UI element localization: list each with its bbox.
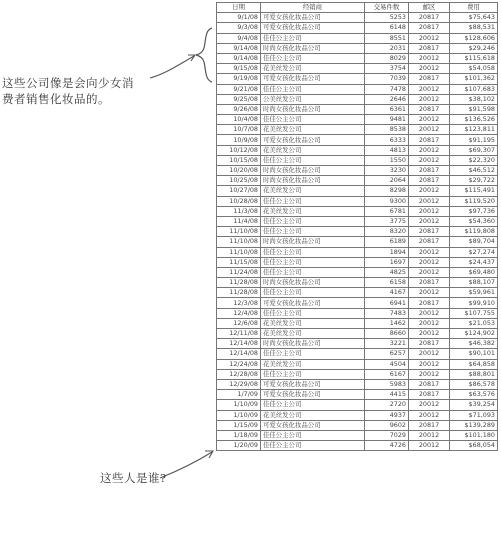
header-units: 交易件数 xyxy=(365,3,409,13)
cell-date: 11/28/08 xyxy=(217,288,261,298)
cell-units: 6158 xyxy=(365,278,409,288)
cell-dealer: 佳佳公主公司 xyxy=(261,33,365,43)
cell-zip: 20012 xyxy=(409,369,450,379)
cell-zip: 20012 xyxy=(409,216,450,226)
table-row xyxy=(217,318,498,328)
arrow-icon xyxy=(150,56,194,78)
cell-dealer: 花美丝发公司 xyxy=(261,359,365,369)
cell-cost: $71,093 xyxy=(450,410,498,420)
cell-zip: 20012 xyxy=(409,186,450,196)
cell-units: 7478 xyxy=(365,84,409,94)
table-row xyxy=(217,115,498,125)
cell-date: 11/4/08 xyxy=(217,216,261,226)
cell-units: 3754 xyxy=(365,64,409,74)
table-row xyxy=(217,430,498,440)
cell-dealer: 佳佳公主公司 xyxy=(261,196,365,206)
table-row xyxy=(217,420,498,430)
table-row xyxy=(217,135,498,145)
cell-zip: 20012 xyxy=(409,155,450,165)
cell-units: 9602 xyxy=(365,420,409,430)
cell-units: 1462 xyxy=(365,318,409,328)
brace-icon xyxy=(196,28,212,82)
cell-zip: 20012 xyxy=(409,206,450,216)
cell-date: 10/12/08 xyxy=(217,145,261,155)
cell-units: 6167 xyxy=(365,369,409,379)
cell-cost: $54,058 xyxy=(450,64,498,74)
annotation-cosmetics-note: 这些公司像是会向少女消费者销售化妆品的。 xyxy=(2,76,134,106)
arrow-icon xyxy=(160,452,212,478)
cell-dealer: 时尚女孩化妆品公司 xyxy=(261,278,365,288)
cell-units: 4813 xyxy=(365,145,409,155)
cell-dealer: 可爱女孩化妆品公司 xyxy=(261,23,365,33)
cell-date: 11/10/08 xyxy=(217,237,261,247)
cell-units: 6333 xyxy=(365,135,409,145)
table-row xyxy=(217,104,498,114)
table-row xyxy=(217,298,498,308)
cell-units: 8538 xyxy=(365,125,409,135)
cell-zip: 20012 xyxy=(409,196,450,206)
cell-date: 10/25/08 xyxy=(217,176,261,186)
table-row xyxy=(217,379,498,389)
cell-zip: 20817 xyxy=(409,23,450,33)
cell-dealer: 可爱女孩化妆品公司 xyxy=(261,135,365,145)
cell-dealer: 佳佳公主公司 xyxy=(261,227,365,237)
cell-zip: 20817 xyxy=(409,278,450,288)
table-row xyxy=(217,43,498,53)
table-row xyxy=(217,400,498,410)
cell-date: 12/14/08 xyxy=(217,349,261,359)
cell-dealer: 时尚女孩化妆品公司 xyxy=(261,166,365,176)
cell-date: 10/4/08 xyxy=(217,115,261,125)
cell-date: 12/24/08 xyxy=(217,359,261,369)
cell-date: 11/10/08 xyxy=(217,247,261,257)
cell-date: 12/14/08 xyxy=(217,339,261,349)
table-row xyxy=(217,390,498,400)
cell-units: 1697 xyxy=(365,257,409,267)
cell-units: 4415 xyxy=(365,390,409,400)
table-row xyxy=(217,125,498,135)
cell-cost: $69,307 xyxy=(450,145,498,155)
cell-dealer: 佳佳公主公司 xyxy=(261,267,365,277)
table-row xyxy=(217,267,498,277)
cell-cost: $22,320 xyxy=(450,155,498,165)
cell-units: 8551 xyxy=(365,33,409,43)
cell-date: 1/18/09 xyxy=(217,430,261,440)
cell-cost: $89,704 xyxy=(450,237,498,247)
cell-dealer: 佳佳公主公司 xyxy=(261,115,365,125)
cell-cost: $124,902 xyxy=(450,329,498,339)
table-row xyxy=(217,176,498,186)
cell-cost: $46,382 xyxy=(450,339,498,349)
cell-cost: $63,576 xyxy=(450,390,498,400)
table-row xyxy=(217,145,498,155)
cell-dealer: 可爱女孩化妆品公司 xyxy=(261,74,365,84)
table-row xyxy=(217,33,498,43)
cell-cost: $91,195 xyxy=(450,135,498,145)
cell-units: 4504 xyxy=(365,359,409,369)
cell-dealer: 花美丝发公司 xyxy=(261,125,365,135)
cell-units: 4167 xyxy=(365,288,409,298)
cell-date: 12/11/08 xyxy=(217,329,261,339)
cell-units: 6941 xyxy=(365,298,409,308)
cell-zip: 20012 xyxy=(409,400,450,410)
cell-cost: $75,643 xyxy=(450,13,498,23)
cell-dealer: 花美丝发公司 xyxy=(261,145,365,155)
cell-zip: 20817 xyxy=(409,74,450,84)
cell-cost: $64,858 xyxy=(450,359,498,369)
cell-dealer: 佳佳公主公司 xyxy=(261,349,365,359)
table-row xyxy=(217,84,498,94)
cell-zip: 20012 xyxy=(409,64,450,74)
cell-units: 8320 xyxy=(365,227,409,237)
cell-zip: 20012 xyxy=(409,430,450,440)
cell-zip: 20012 xyxy=(409,84,450,94)
cell-dealer: 花美丝发公司 xyxy=(261,186,365,196)
cell-cost: $115,618 xyxy=(450,53,498,63)
cell-units: 7483 xyxy=(365,308,409,318)
cell-cost: $139,289 xyxy=(450,420,498,430)
table-row xyxy=(217,237,498,247)
cell-cost: $86,578 xyxy=(450,379,498,389)
cell-zip: 20012 xyxy=(409,329,450,339)
cell-cost: $38,102 xyxy=(450,94,498,104)
cell-dealer: 佳佳公主公司 xyxy=(261,247,365,257)
cell-cost: $119,808 xyxy=(450,227,498,237)
cell-zip: 20012 xyxy=(409,257,450,267)
table-header-row xyxy=(217,3,498,13)
cell-zip: 20817 xyxy=(409,379,450,389)
cell-zip: 20012 xyxy=(409,33,450,43)
cell-date: 11/28/08 xyxy=(217,278,261,288)
cell-dealer: 花美丝发公司 xyxy=(261,329,365,339)
table-row xyxy=(217,369,498,379)
cell-date: 9/25/08 xyxy=(217,94,261,104)
cell-date: 10/20/08 xyxy=(217,166,261,176)
header-cost: 费用 xyxy=(450,3,498,13)
cell-zip: 20012 xyxy=(409,359,450,369)
table-row xyxy=(217,288,498,298)
cell-units: 9300 xyxy=(365,196,409,206)
cell-zip: 20012 xyxy=(409,53,450,63)
cell-cost: $136,526 xyxy=(450,115,498,125)
cell-zip: 20012 xyxy=(409,247,450,257)
table-row xyxy=(217,53,498,63)
cell-zip: 20817 xyxy=(409,237,450,247)
cell-date: 10/15/08 xyxy=(217,155,261,165)
cell-date: 11/3/08 xyxy=(217,206,261,216)
cell-zip: 20012 xyxy=(409,318,450,328)
cell-units: 3775 xyxy=(365,216,409,226)
table-body xyxy=(217,13,498,451)
table-row xyxy=(217,13,498,23)
table-row xyxy=(217,186,498,196)
table-row xyxy=(217,216,498,226)
header-dealer: 经销商 xyxy=(261,3,365,13)
table-row xyxy=(217,257,498,267)
cell-date: 10/7/08 xyxy=(217,125,261,135)
table-row xyxy=(217,441,498,451)
cell-dealer: 可爱女孩化妆品公司 xyxy=(261,390,365,400)
cell-date: 9/21/08 xyxy=(217,84,261,94)
cell-cost: $39,254 xyxy=(450,400,498,410)
table-row xyxy=(217,329,498,339)
table-row xyxy=(217,166,498,176)
table-row xyxy=(217,23,498,33)
cell-date: 9/1/08 xyxy=(217,13,261,23)
cell-cost: $54,360 xyxy=(450,216,498,226)
cell-dealer: 可爱女孩化妆品公司 xyxy=(261,420,365,430)
cell-cost: $88,531 xyxy=(450,23,498,33)
cell-dealer: 时尚女孩化妆品公司 xyxy=(261,339,365,349)
cell-date: 12/28/08 xyxy=(217,369,261,379)
cell-dealer: 佳佳公主公司 xyxy=(261,53,365,63)
cell-dealer: 时尚女孩化妆品公司 xyxy=(261,176,365,186)
cell-zip: 20012 xyxy=(409,410,450,420)
cell-zip: 20817 xyxy=(409,104,450,114)
cell-zip: 20817 xyxy=(409,420,450,430)
cell-units: 7039 xyxy=(365,74,409,84)
cell-units: 3230 xyxy=(365,166,409,176)
table-row xyxy=(217,278,498,288)
cell-date: 12/6/08 xyxy=(217,318,261,328)
cell-date: 10/28/08 xyxy=(217,196,261,206)
cell-date: 9/15/08 xyxy=(217,64,261,74)
table-row xyxy=(217,349,498,359)
cell-cost: $128,606 xyxy=(450,33,498,43)
cell-cost: $29,246 xyxy=(450,43,498,53)
cell-units: 9481 xyxy=(365,115,409,125)
header-date: 日期 xyxy=(217,3,261,13)
table-row xyxy=(217,74,498,84)
cell-date: 11/24/08 xyxy=(217,267,261,277)
cell-date: 9/14/08 xyxy=(217,53,261,63)
annotation-who-note: 这些人是谁? xyxy=(100,471,167,485)
cell-units: 8029 xyxy=(365,53,409,63)
cell-date: 1/15/09 xyxy=(217,420,261,430)
cell-dealer: 佳佳公主公司 xyxy=(261,441,365,451)
cell-units: 2720 xyxy=(365,400,409,410)
cell-dealer: 佳佳公主公司 xyxy=(261,216,365,226)
cell-cost: $119,520 xyxy=(450,196,498,206)
cell-dealer: 可爱女孩化妆品公司 xyxy=(261,379,365,389)
table-row xyxy=(217,94,498,104)
cell-dealer: 时尚女孩化妆品公司 xyxy=(261,237,365,247)
table-row xyxy=(217,64,498,74)
cell-cost: $68,054 xyxy=(450,441,498,451)
cell-cost: $91,598 xyxy=(450,104,498,114)
cell-cost: $24,437 xyxy=(450,257,498,267)
cell-zip: 20817 xyxy=(409,13,450,23)
cell-zip: 20012 xyxy=(409,115,450,125)
cell-dealer: 可爱女孩化妆品公司 xyxy=(261,298,365,308)
cell-units: 1550 xyxy=(365,155,409,165)
cell-date: 9/19/08 xyxy=(217,74,261,84)
cell-zip: 20817 xyxy=(409,43,450,53)
cell-units: 5253 xyxy=(365,13,409,23)
table-row xyxy=(217,410,498,420)
cell-cost: $27,274 xyxy=(450,247,498,257)
cell-date: 9/4/08 xyxy=(217,33,261,43)
cell-zip: 20012 xyxy=(409,288,450,298)
cell-zip: 20012 xyxy=(409,349,450,359)
cell-dealer: 佳佳公主公司 xyxy=(261,84,365,94)
cell-cost: $97,736 xyxy=(450,206,498,216)
cell-units: 5983 xyxy=(365,379,409,389)
cell-date: 10/9/08 xyxy=(217,135,261,145)
cell-cost: $101,362 xyxy=(450,74,498,84)
cell-cost: $21,053 xyxy=(450,318,498,328)
cell-units: 7029 xyxy=(365,430,409,440)
cell-date: 10/27/08 xyxy=(217,186,261,196)
cell-zip: 20817 xyxy=(409,298,450,308)
cell-date: 1/10/09 xyxy=(217,400,261,410)
cell-units: 2064 xyxy=(365,176,409,186)
cell-dealer: 时尚女孩化妆品公司 xyxy=(261,43,365,53)
header-zip: 邮区 xyxy=(409,3,450,13)
cell-date: 9/26/08 xyxy=(217,104,261,114)
cell-dealer: 佳佳公主公司 xyxy=(261,155,365,165)
cell-zip: 20817 xyxy=(409,135,450,145)
table-row xyxy=(217,206,498,216)
cell-dealer: 公美丝发公司 xyxy=(261,94,365,104)
cell-units: 6361 xyxy=(365,104,409,114)
cell-cost: $88,801 xyxy=(450,369,498,379)
cell-dealer: 佳佳公主公司 xyxy=(261,430,365,440)
cell-dealer: 佳佳公主公司 xyxy=(261,400,365,410)
cell-cost: $69,480 xyxy=(450,267,498,277)
cell-zip: 20817 xyxy=(409,176,450,186)
cell-cost: $46,512 xyxy=(450,166,498,176)
cell-date: 11/10/08 xyxy=(217,227,261,237)
cell-date: 1/20/09 xyxy=(217,441,261,451)
cell-dealer: 佳佳公主公司 xyxy=(261,257,365,267)
cell-units: 4825 xyxy=(365,267,409,277)
cell-zip: 20012 xyxy=(409,308,450,318)
cell-cost: $107,683 xyxy=(450,84,498,94)
cell-cost: $107,755 xyxy=(450,308,498,318)
cell-zip: 20012 xyxy=(409,267,450,277)
cell-dealer: 佳佳公主公司 xyxy=(261,369,365,379)
cell-units: 6781 xyxy=(365,206,409,216)
cell-units: 4937 xyxy=(365,410,409,420)
cell-cost: $123,811 xyxy=(450,125,498,135)
cell-dealer: 可爱女孩化妆品公司 xyxy=(261,13,365,23)
cell-date: 9/14/08 xyxy=(217,43,261,53)
table-row xyxy=(217,247,498,257)
cell-date: 11/15/08 xyxy=(217,257,261,267)
cell-cost: $115,491 xyxy=(450,186,498,196)
cell-zip: 20817 xyxy=(409,166,450,176)
table-row xyxy=(217,227,498,237)
cell-units: 4726 xyxy=(365,441,409,451)
cell-date: 12/4/08 xyxy=(217,308,261,318)
cell-zip: 20012 xyxy=(409,441,450,451)
cell-date: 1/10/09 xyxy=(217,410,261,420)
cell-dealer: 花美丝发公司 xyxy=(261,64,365,74)
cell-dealer: 佳佳公主公司 xyxy=(261,288,365,298)
cell-dealer: 时尚女孩化妆品公司 xyxy=(261,104,365,114)
cell-zip: 20012 xyxy=(409,94,450,104)
cell-units: 3221 xyxy=(365,339,409,349)
cell-date: 1/7/09 xyxy=(217,390,261,400)
sales-table-container xyxy=(216,2,497,451)
cell-units: 6148 xyxy=(365,23,409,33)
cell-units: 8298 xyxy=(365,186,409,196)
table-row xyxy=(217,155,498,165)
cell-cost: $90,101 xyxy=(450,349,498,359)
table-row xyxy=(217,339,498,349)
cell-units: 1894 xyxy=(365,247,409,257)
cell-date: 12/29/08 xyxy=(217,379,261,389)
sales-table xyxy=(216,2,498,451)
cell-dealer: 花美丝发公司 xyxy=(261,318,365,328)
table-row xyxy=(217,308,498,318)
cell-cost: $99,910 xyxy=(450,298,498,308)
cell-dealer: 花美丝发公司 xyxy=(261,206,365,216)
cell-dealer: 花美丝发公司 xyxy=(261,410,365,420)
cell-date: 12/3/08 xyxy=(217,298,261,308)
cell-date: 9/3/08 xyxy=(217,23,261,33)
cell-units: 6257 xyxy=(365,349,409,359)
table-row xyxy=(217,359,498,369)
cell-cost: $29,722 xyxy=(450,176,498,186)
cell-units: 6189 xyxy=(365,237,409,247)
cell-dealer: 佳佳公主公司 xyxy=(261,308,365,318)
cell-zip: 20817 xyxy=(409,227,450,237)
cell-cost: $59,961 xyxy=(450,288,498,298)
cell-units: 2646 xyxy=(365,94,409,104)
cell-units: 8660 xyxy=(365,329,409,339)
cell-units: 2031 xyxy=(365,43,409,53)
table-row xyxy=(217,196,498,206)
cell-zip: 20817 xyxy=(409,390,450,400)
cell-cost: $101,180 xyxy=(450,430,498,440)
cell-zip: 20012 xyxy=(409,145,450,155)
cell-zip: 20012 xyxy=(409,125,450,135)
cell-cost: $88,107 xyxy=(450,278,498,288)
cell-zip: 20817 xyxy=(409,339,450,349)
